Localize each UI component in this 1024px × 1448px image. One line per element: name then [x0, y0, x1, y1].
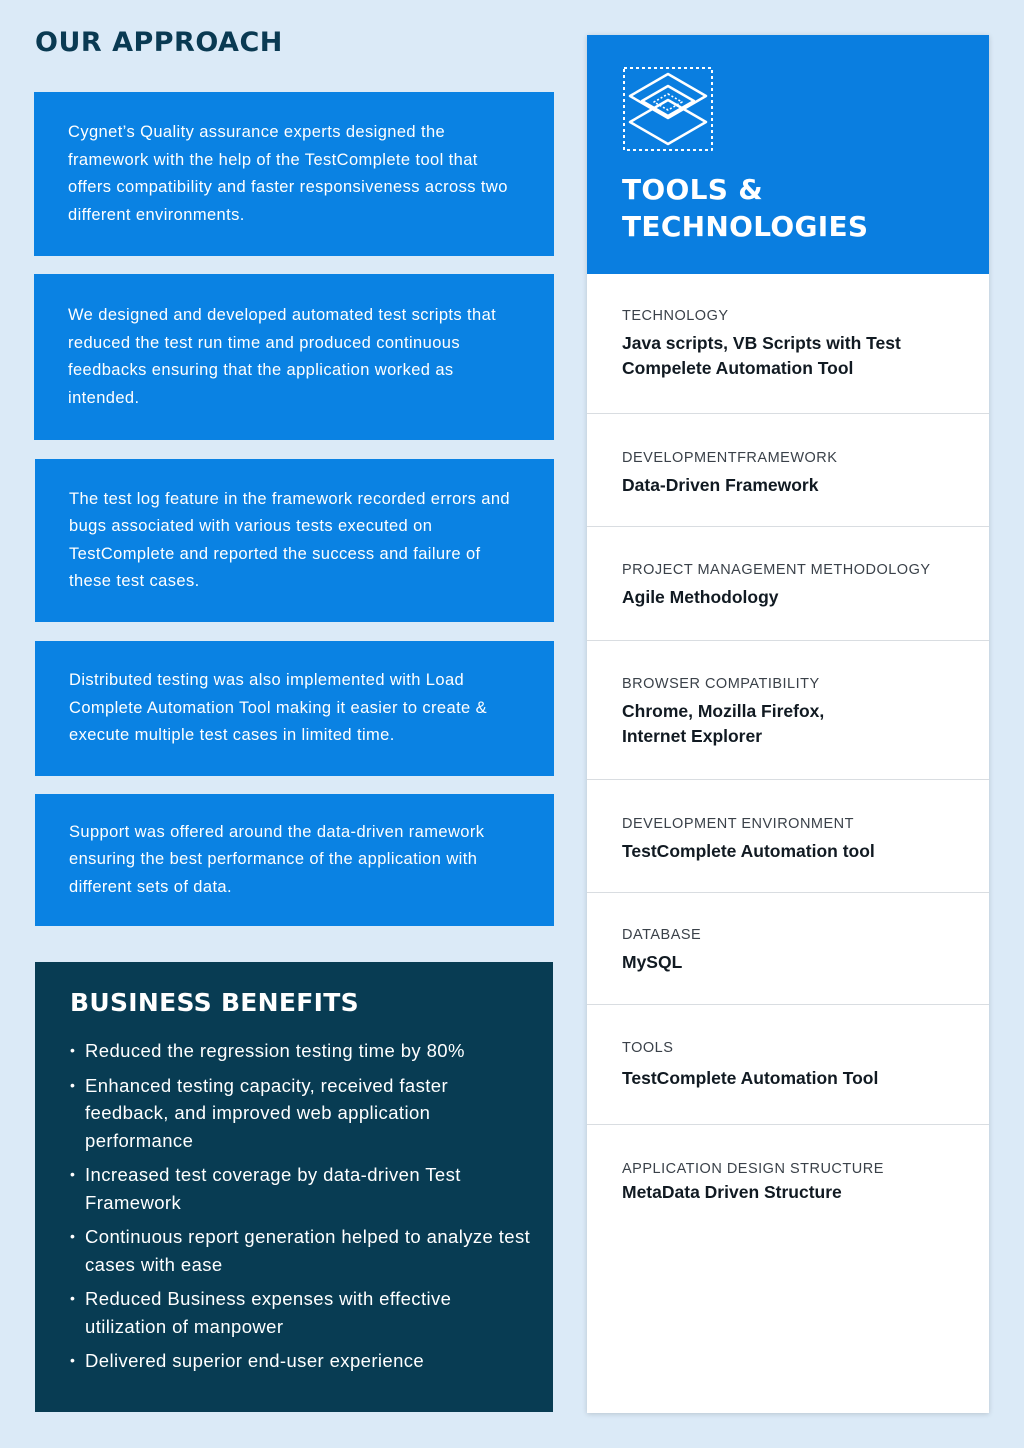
bullet-icon: • — [70, 1042, 76, 1058]
approach-card-4 — [35, 641, 554, 776]
list-item — [70, 1347, 533, 1375]
benefit-text: Reduced the regression testing time by 80% — [85, 1040, 465, 1061]
list-item — [70, 1037, 533, 1065]
bullet-icon: • — [70, 1166, 76, 1182]
tool-value: Data-Driven Framework — [622, 475, 819, 495]
tool-category: BROWSER COMPATIBILITY — [622, 676, 820, 692]
tool-value: Chrome, Mozilla Firefox, Internet Explorer — [622, 701, 825, 746]
approach-card-text: The test log feature in the framework recorded errors and bugs associated with various tests executed on TestComplete and reported the success and failure of these test cases. — [69, 489, 511, 590]
tool-value: Agile Methodology — [622, 587, 779, 607]
benefit-text: Delivered superior end-user experience — [85, 1350, 425, 1371]
approach-card-text: Distributed testing was also implemented with Load Complete Automation Tool making it easier to create & execute multiple test cases in limited time. — [69, 671, 488, 745]
approach-card-2 — [34, 274, 554, 440]
our-approach-heading: OUR APPROACH — [35, 27, 283, 58]
benefits-list — [70, 1037, 533, 1375]
tool-value: MetaData Driven Structure — [622, 1182, 842, 1202]
business-benefits-box — [35, 962, 553, 1412]
tool-value: TestComplete Automation Tool — [622, 1068, 879, 1088]
tool-category: DEVELOPMENTFRAMEWORK — [622, 450, 838, 466]
benefit-text: Continuous report generation helped to analyze test cases with ease — [85, 1226, 531, 1275]
tool-category: PROJECT MANAGEMENT METHODOLOGY — [622, 562, 931, 578]
tool-category: APPLICATION DESIGN STRUCTURE — [622, 1161, 884, 1177]
tool-category: DATABASE — [622, 927, 702, 943]
list-item — [70, 1285, 533, 1340]
tool-value: MySQL — [622, 952, 683, 972]
tool-category: TOOLS — [622, 1040, 674, 1056]
tools-panel-header — [587, 35, 989, 274]
bullet-icon: • — [70, 1352, 76, 1368]
tool-category: DEVELOPMENT ENVIRONMENT — [622, 816, 854, 832]
approach-card-text: Cygnet’s Quality assurance experts designed the framework with the help of the TestComplete tool that offers compatibility and faster responsiveness across two different environments. — [68, 123, 508, 224]
bullet-icon: • — [70, 1076, 76, 1093]
bullet-icon: • — [70, 1290, 76, 1306]
tool-row-tools — [587, 1005, 989, 1125]
list-item — [70, 1072, 533, 1155]
bullet-icon: • — [70, 1228, 76, 1244]
business-benefits-title: BUSINESS BENEFITS — [70, 988, 359, 1017]
tool-row-framework — [587, 414, 989, 527]
tools-technologies-panel — [587, 35, 989, 1413]
benefit-text: Increased test coverage by data-driven Test Framework — [85, 1164, 461, 1213]
list-item — [70, 1223, 533, 1278]
tools-title-line2: TECHNOLOGIES — [622, 210, 869, 243]
benefit-text: Enhanced testing capacity, received faster feedback, and improved web application performance — [85, 1074, 449, 1151]
list-item — [70, 1161, 533, 1216]
approach-card-1 — [34, 92, 554, 256]
layers-icon — [622, 66, 714, 152]
tool-value: TestComplete Automation tool — [622, 841, 875, 861]
approach-card-5 — [35, 794, 554, 926]
approach-card-3 — [35, 459, 554, 622]
tool-category: TECHNOLOGY — [622, 308, 729, 324]
approach-card-text: Support was offered around the data-driven ramework ensuring the best performance of the application with different sets of data. — [69, 822, 485, 896]
approach-card-text: We designed and developed automated test scripts that reduced the test run time and produced continuous feedbacks ensuring that the application worked as intended. — [68, 306, 497, 407]
tool-value: Java scripts, VB Scripts with Test Compelete Automation Tool — [622, 333, 901, 378]
tool-row-technology — [587, 274, 989, 414]
tool-row-design-structure — [587, 1125, 989, 1245]
tools-title-line1: TOOLS & — [622, 173, 763, 206]
tools-panel-title — [622, 171, 868, 245]
tool-row-database — [587, 893, 989, 1005]
tool-row-methodology — [587, 527, 989, 641]
tool-row-browser — [587, 641, 989, 780]
tool-row-environment — [587, 780, 989, 893]
benefit-text: Reduced Business expenses with effective utilization of manpower — [85, 1288, 452, 1337]
